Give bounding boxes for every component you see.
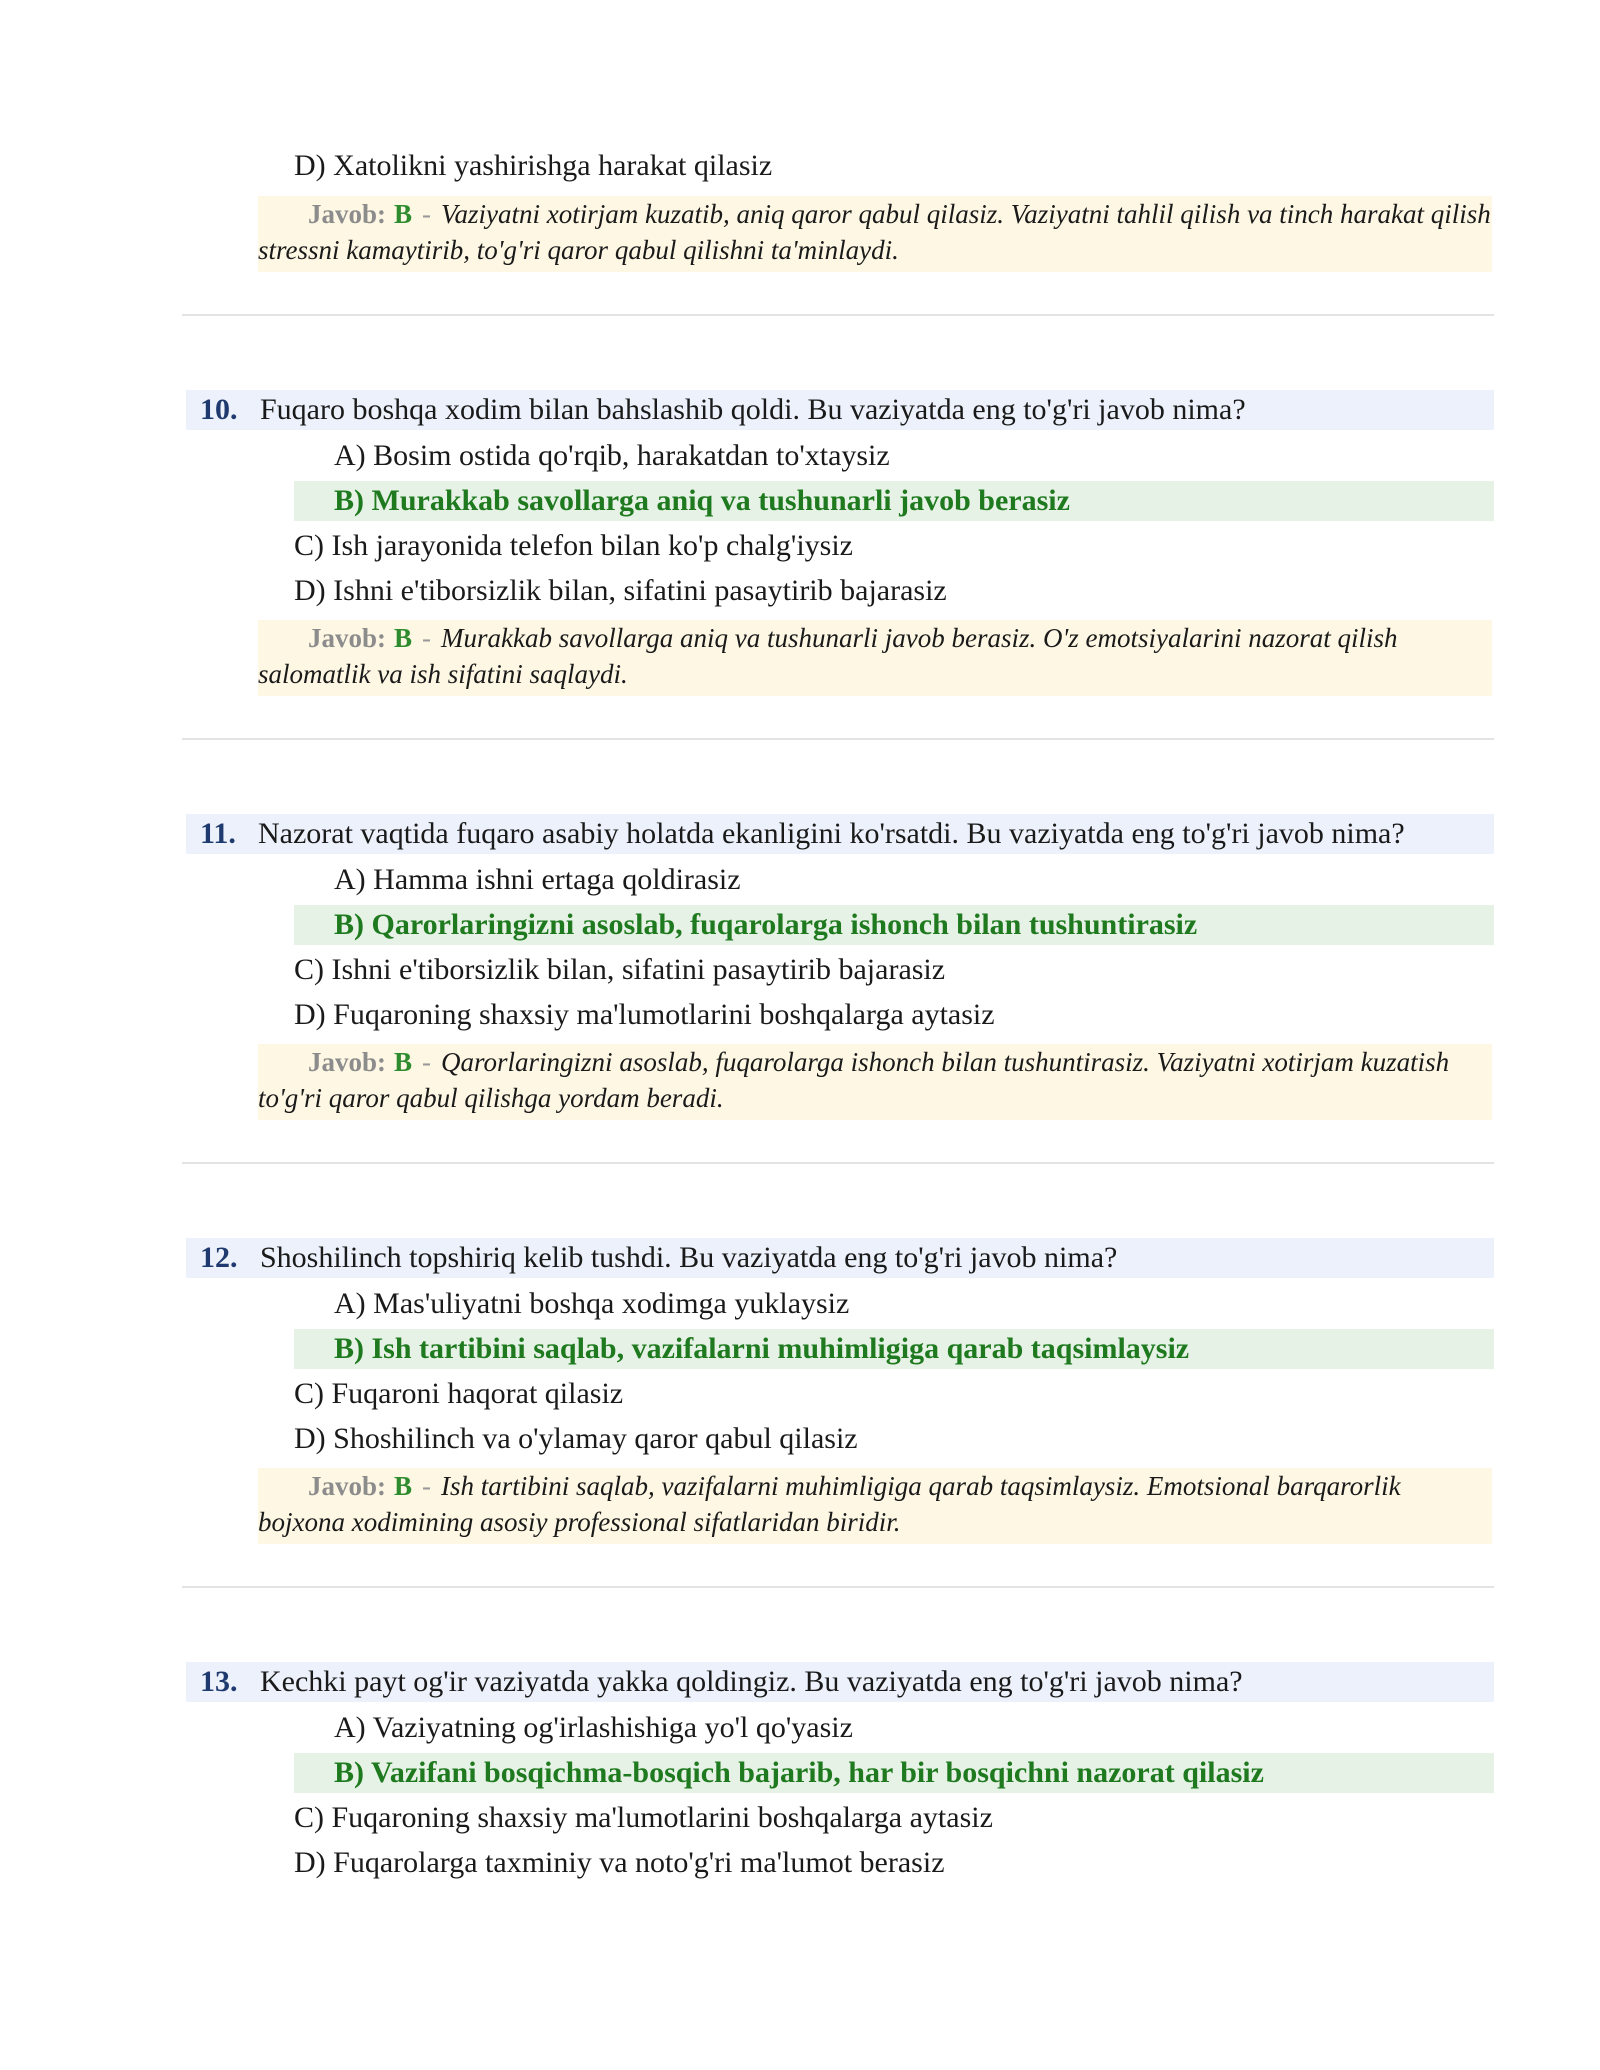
answer-box: [258, 196, 1492, 272]
option-b-correct: B) Murakkab savollarga aniq va tushunarli javob berasiz: [334, 484, 1070, 517]
question-number: 13.: [200, 1665, 238, 1698]
answer-letter: B: [394, 199, 413, 229]
answer-letter: B: [394, 1047, 413, 1077]
option-b-correct: B) Ish tartibini saqlab, vazifalarni muhimligiga qarab taqsimlaysiz: [334, 1332, 1190, 1365]
option-c: C) Ish jarayonida telefon bilan ko'p chalg'iysiz: [294, 529, 853, 562]
question-number: 11.: [200, 817, 236, 850]
answer-text: Ish tartibini saqlab, vazifalarni muhimligiga qarab taqsimlaysiz. Emotsional barqarorlik bojxona xodimining asosiy professional sifatlaridan biridir.: [258, 1471, 1401, 1537]
option-c: C) Ishni e'tiborsizlik bilan, sifatini pasaytirib bajarasiz: [294, 953, 946, 986]
option-a: A) Vaziyatning og'irlashishiga yo'l qo'yasiz: [334, 1711, 853, 1744]
answer-label: Javob:: [308, 1047, 387, 1077]
option-d: D) Xatolikni yashirishga harakat qilasiz: [294, 149, 773, 182]
answer-letter: B: [394, 623, 413, 653]
option-c: C) Fuqaroning shaxsiy ma'lumotlarini boshqalarga aytasiz: [294, 1801, 993, 1834]
answer-dash: -: [422, 199, 432, 229]
option-a: A) Hamma ishni ertaga qoldirasiz: [334, 863, 741, 896]
option-d: D) Shoshilinch va o'ylamay qaror qabul qilasiz: [294, 1422, 858, 1455]
question-text: Nazorat vaqtida fuqaro asabiy holatda ekanligini ko'rsatdi. Bu vaziyatda eng to'g'ri javob nima?: [258, 817, 1405, 850]
answer-box: [258, 1044, 1492, 1120]
answer-label: Javob:: [308, 1471, 387, 1501]
answer-box: [258, 1468, 1492, 1544]
answer-dash: -: [422, 1047, 432, 1077]
divider: [182, 1586, 1494, 1588]
answer-box: [258, 620, 1492, 696]
question-text: Kechki payt og'ir vaziyatda yakka qoldingiz. Bu vaziyatda eng to'g'ri javob nima?: [260, 1665, 1243, 1698]
divider: [182, 1162, 1494, 1164]
answer-text: Murakkab savollarga aniq va tushunarli javob berasiz. O'z emotsiyalarini nazorat qilish salomatlik va ish sifatini saqlaydi.: [258, 623, 1398, 689]
option-c: C) Fuqaroni haqorat qilasiz: [294, 1377, 624, 1410]
option-b-correct: B) Vazifani bosqichma-bosqich bajarib, har bir bosqichni nazorat qilasiz: [334, 1756, 1264, 1789]
answer-text: Qarorlaringizni asoslab, fuqarolarga ishonch bilan tushuntirasiz. Vaziyatni xotirjam kuzatish to'g'ri qaror qabul qilishga yordam beradi.: [258, 1047, 1450, 1113]
question-text: Fuqaro boshqa xodim bilan bahslashib qoldi. Bu vaziyatda eng to'g'ri javob nima?: [260, 393, 1246, 426]
question-number: 12.: [200, 1241, 238, 1274]
answer-label: Javob:: [308, 623, 387, 653]
option-d: D) Fuqarolarga taxminiy va noto'g'ri ma'lumot berasiz: [294, 1846, 945, 1879]
answer-text: Vaziyatni xotirjam kuzatib, aniq qaror qabul qilasiz. Vaziyatni tahlil qilish va tinch harakat qilish stressni kamaytirib, to'g'ri qaror qabul qilishni ta'minlaydi.: [258, 199, 1491, 265]
question-number: 10.: [200, 393, 238, 426]
answer-letter: B: [394, 1471, 413, 1501]
divider: [182, 314, 1494, 316]
option-d: D) Fuqaroning shaxsiy ma'lumotlarini boshqalarga aytasiz: [294, 998, 995, 1031]
option-d: D) Ishni e'tiborsizlik bilan, sifatini pasaytirib bajarasiz: [294, 574, 947, 607]
option-b-correct: B) Qarorlaringizni asoslab, fuqarolarga ishonch bilan tushuntirasiz: [334, 908, 1198, 941]
answer-dash: -: [422, 623, 432, 653]
option-a: A) Mas'uliyatni boshqa xodimga yuklaysiz: [334, 1287, 850, 1320]
option-a: A) Bosim ostida qo'rqib, harakatdan to'xtaysiz: [334, 439, 890, 472]
answer-label: Javob:: [308, 199, 387, 229]
question-text: Shoshilinch topshiriq kelib tushdi. Bu vaziyatda eng to'g'ri javob nima?: [260, 1241, 1118, 1274]
divider: [182, 738, 1494, 740]
answer-dash: -: [422, 1471, 432, 1501]
